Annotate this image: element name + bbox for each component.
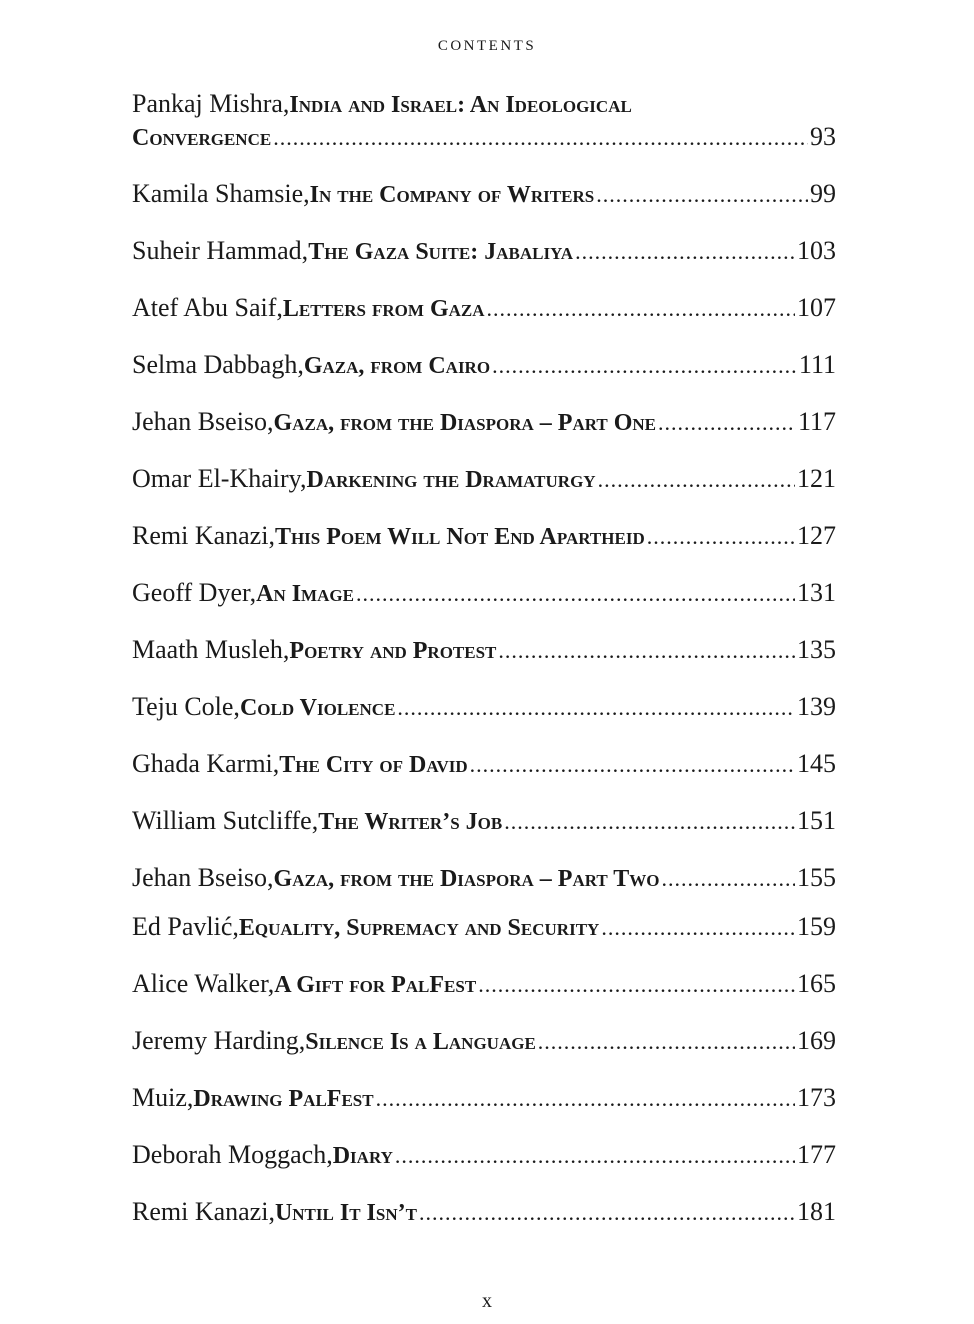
entry-page-number: 107 xyxy=(797,293,836,322)
entry-author: Pankaj Mishra, xyxy=(132,89,290,118)
entry-page-number: 173 xyxy=(797,1083,836,1112)
entry-title: Letters from Gaza xyxy=(282,296,485,322)
dot-leader xyxy=(596,179,808,211)
entry-title-continued: Convergence xyxy=(132,125,272,151)
toc-entry-second-line xyxy=(132,121,836,154)
entry-author: Selma Dabbagh, xyxy=(132,350,304,379)
entry-title: Gaza, from Cairo xyxy=(303,353,491,379)
dot-leader xyxy=(395,1140,795,1172)
toc-entry xyxy=(132,292,836,325)
toc-entry xyxy=(132,1139,836,1172)
toc-entry xyxy=(132,1196,836,1229)
entry-title: An Image xyxy=(256,581,354,607)
entry-author: Jehan Bseiso, xyxy=(132,863,274,892)
entry-page-number: 111 xyxy=(798,350,836,379)
entry-title: This Poem Will Not End Apartheid xyxy=(274,524,645,550)
page-folio: x xyxy=(482,1290,492,1312)
entry-title: A Gift for PalFest xyxy=(274,972,477,998)
toc-entry xyxy=(132,691,836,724)
toc-entry xyxy=(132,968,836,1001)
toc-entry xyxy=(132,1025,836,1058)
entry-page-number: 139 xyxy=(797,692,836,721)
toc-entry xyxy=(132,178,836,211)
table-of-contents xyxy=(132,88,836,1253)
entry-title: The Writer’s Job xyxy=(318,809,503,835)
toc-entry xyxy=(132,805,836,838)
toc-entry xyxy=(132,748,836,781)
entry-title: The City of David xyxy=(279,752,468,778)
entry-author: Alice Walker, xyxy=(132,969,275,998)
toc-entry xyxy=(132,577,836,610)
dot-leader xyxy=(647,521,795,553)
entry-author: Geoff Dyer, xyxy=(132,578,257,607)
toc-entry xyxy=(132,634,836,667)
entry-author: Muiz, xyxy=(132,1083,194,1112)
entry-author: Suheir Hammad, xyxy=(132,236,309,265)
entry-title: Silence Is a Language xyxy=(305,1029,536,1055)
entry-title: Cold Violence xyxy=(239,695,396,721)
entry-title: In the Company of Writers xyxy=(309,182,595,208)
dot-leader xyxy=(470,749,795,781)
entry-page-number: 145 xyxy=(797,749,836,778)
dot-leader xyxy=(601,912,795,944)
entry-author: Omar El-Khairy, xyxy=(132,464,307,493)
entry-author: Jeremy Harding, xyxy=(132,1026,306,1055)
entry-page-number: 121 xyxy=(797,464,836,493)
entry-page-number: 165 xyxy=(797,969,836,998)
dot-leader xyxy=(498,635,795,667)
entry-title: Diary xyxy=(332,1143,393,1169)
entry-author: Ghada Karmi, xyxy=(132,749,280,778)
entry-author: Maath Musleh, xyxy=(132,635,290,664)
entry-title: Drawing PalFest xyxy=(193,1086,374,1112)
entry-page-number: 159 xyxy=(797,912,836,941)
dot-leader xyxy=(397,692,795,724)
dot-leader xyxy=(504,806,795,838)
entry-title: Gaza, from the Diaspora – Part One xyxy=(273,410,657,436)
dot-leader xyxy=(658,407,796,439)
entry-page-number: 169 xyxy=(797,1026,836,1055)
entry-title: The Gaza Suite: Jabaliya xyxy=(308,239,574,265)
entry-title: India and Israel: An Ideological xyxy=(289,92,632,118)
dot-leader xyxy=(478,969,795,1001)
entry-author: Jehan Bseiso, xyxy=(132,407,274,436)
entry-author: William Sutcliffe, xyxy=(132,806,319,835)
entry-title: Gaza, from the Diaspora – Part Two xyxy=(273,866,660,892)
toc-entry xyxy=(132,88,836,154)
entry-page-number: 177 xyxy=(797,1140,836,1169)
entry-author: Kamila Shamsie, xyxy=(132,179,310,208)
entry-title: Darkening the Dramaturgy xyxy=(306,467,596,493)
dot-leader xyxy=(487,293,795,325)
toc-entry xyxy=(132,463,836,496)
dot-leader xyxy=(575,236,795,268)
entry-page-number: 131 xyxy=(797,578,836,607)
entry-title: Poetry and Protest xyxy=(289,638,497,664)
dot-leader xyxy=(492,350,797,382)
entry-page-number: 117 xyxy=(797,407,836,436)
entry-author: Ed Pavlić, xyxy=(132,912,239,941)
entry-title: Until It Isn’t xyxy=(274,1200,417,1226)
entry-author: Deborah Moggach, xyxy=(132,1140,333,1169)
dot-leader xyxy=(273,122,808,154)
toc-entry xyxy=(132,862,836,895)
toc-entry-first-line xyxy=(132,88,836,121)
entry-page-number: 135 xyxy=(797,635,836,664)
entry-author: Atef Abu Saif, xyxy=(132,293,283,322)
toc-entry xyxy=(132,1082,836,1115)
dot-leader xyxy=(598,464,795,496)
entry-author: Remi Kanazi, xyxy=(132,521,275,550)
dot-leader xyxy=(538,1026,795,1058)
entry-page-number: 103 xyxy=(797,236,836,265)
entry-author: Remi Kanazi, xyxy=(132,1197,275,1226)
dot-leader xyxy=(376,1083,795,1115)
dot-leader xyxy=(356,578,795,610)
toc-entry xyxy=(132,406,836,439)
entry-title: Equality, Supremacy and Security xyxy=(238,915,600,941)
entry-page-number: 155 xyxy=(797,863,836,892)
toc-entry xyxy=(132,520,836,553)
dot-leader xyxy=(662,863,795,895)
running-head: CONTENTS xyxy=(437,38,537,54)
entry-page-number: 93 xyxy=(810,122,836,151)
entry-author: Teju Cole, xyxy=(132,692,240,721)
entry-page-number: 127 xyxy=(797,521,836,550)
entry-page-number: 99 xyxy=(810,179,836,208)
dot-leader xyxy=(419,1197,795,1229)
toc-entry xyxy=(132,911,836,944)
toc-entry xyxy=(132,349,836,382)
entry-page-number: 181 xyxy=(797,1197,836,1226)
entry-page-number: 151 xyxy=(797,806,836,835)
toc-entry xyxy=(132,235,836,268)
